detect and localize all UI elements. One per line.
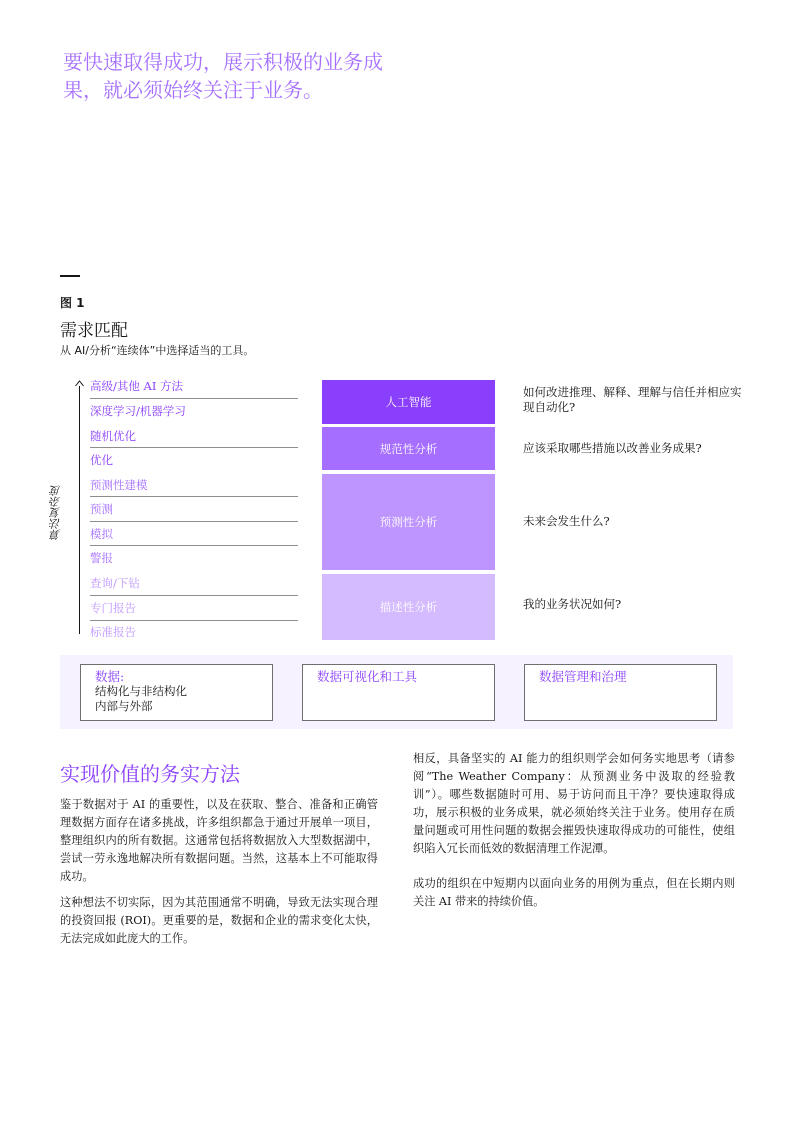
method-item: 随机优化 [90,429,136,443]
method-item: 专门报告 [90,601,136,615]
body-paragraph: 鉴于数据对于 AI 的重要性，以及在获取、整合、准备和正确管理数据方面存在诸多挑战，许多组织都急于通过开展单一项目，整理组织内的所有数据。这通常包括将数据放入大型数据湖中，尝试一劳永逸地解决所有数据问题。当然，这基本上不可能取得成功。 [60,798,378,883]
body-paragraph: 相反，具备坚实的 AI 能力的组织则学会如何务实地思考（请参阅“The Weather Company：从预测业务中汲取的经验教训”）。哪些数据随时可用、易于访问而且干净？要快速取得成功，展示积极的业务成果，就必须始终关注于业务。使用存在质量问题或可用性问题的数据会摧毁快速取得成功的可能性，使组织陷入冗长而低效的数据清理工作泥潭。 [413,752,735,855]
pull-quote: 要快速取得成功，展示积极的业务成果，就必须始终关注于业务。 [63,50,383,102]
figure-label: 图 1 [60,296,85,310]
method-item: 模拟 [90,527,113,541]
method-item: 高级/其他 AI 方法 [90,379,184,393]
method-item: 预测性建模 [90,478,148,492]
data-box-line: 内部与外部 [95,699,153,713]
body-paragraph: 成功的组织在中短期内以面向业务的用例为重点，但在长期内则关注 AI 带来的持续价值。 [413,877,735,908]
data-box-line: 结构化与非结构化 [95,684,187,698]
section-heading: 实现价值的务实方法 [60,762,240,786]
question-prescriptive: 应该采取哪些措施以改善业务成果? [523,441,702,455]
y-axis-line [79,386,80,634]
data-box-title: 数据管理和治理 [539,669,627,684]
method-item: 查询/下钻 [90,576,140,590]
data-box-title: 数据: [95,669,125,684]
y-axis-label: 算法复杂度 [49,485,62,540]
method-item: 警报 [90,551,113,565]
data-box-governance [524,664,717,721]
question-predictive: 未来会发生什么? [523,514,610,528]
data-box-data [80,664,273,721]
data-box-title: 数据可视化和工具 [317,669,418,684]
category-prescriptive: 规范性分析 [322,427,495,470]
body-paragraph: 这种想法不切实际，因为其范围通常不明确，导致无法实现合理的投资回报 (ROI)。更重要的是，数据和企业的需求变化太快，无法完成如此庞大的工作。 [60,896,378,945]
figure-rule [60,275,80,277]
category-descriptive: 描述性分析 [322,574,495,640]
figure-title: 需求匹配 [60,321,128,341]
method-item: 标准报告 [90,625,136,639]
method-item: 优化 [90,453,113,467]
data-box-visualization [302,664,495,721]
category-ai: 人工智能 [322,380,495,424]
question-ai: 如何改进推理、解释、理解与信任并相应实现自动化? [523,385,742,414]
question-descriptive: 我的业务状况如何? [523,597,622,611]
method-item: 预测 [90,502,113,516]
category-predictive: 预测性分析 [322,474,495,570]
method-item: 深度学习/机器学习 [90,404,186,418]
figure-subtitle: 从 AI/分析“连续体”中选择适当的工具。 [60,344,255,357]
